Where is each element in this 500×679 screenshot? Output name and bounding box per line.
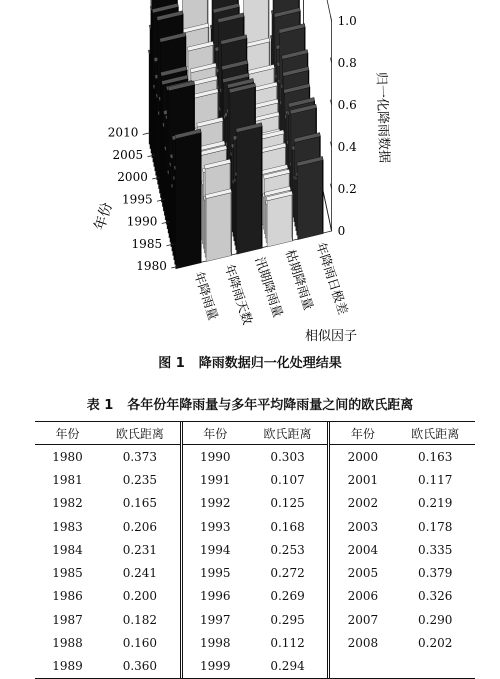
cell-year: 1996 xyxy=(199,589,231,604)
z-tick-label: 0.2 xyxy=(337,182,357,197)
header-distance: 欧氏距离 xyxy=(115,426,164,441)
table-row xyxy=(330,631,475,654)
table-row xyxy=(35,655,180,678)
cell-distance: 0.206 xyxy=(122,519,158,534)
table-column-group xyxy=(180,422,328,678)
table-row xyxy=(183,445,328,468)
bar-front xyxy=(206,193,232,262)
year-axis-title: 年份 xyxy=(91,200,116,233)
table-row xyxy=(35,561,180,584)
z-tick-label: 0 xyxy=(337,224,346,239)
table-row xyxy=(330,538,475,561)
year-tick-label: 1980 xyxy=(136,259,167,274)
header-distance: 欧氏距离 xyxy=(411,426,460,441)
cell-distance: 0.219 xyxy=(418,496,453,511)
table-row xyxy=(330,655,475,678)
z-tick-label: 1.0 xyxy=(337,14,357,29)
cell-distance: 0.360 xyxy=(122,659,158,674)
cell-year: 1992 xyxy=(199,496,231,511)
table-row xyxy=(330,585,475,608)
header-year: 年份 xyxy=(203,426,228,441)
year-tick-label: 2010 xyxy=(107,125,139,140)
table-row xyxy=(183,608,328,631)
chart-bars xyxy=(148,0,323,269)
factor-label: 年降雨天数 xyxy=(221,262,256,327)
cell-year: 2002 xyxy=(347,496,379,511)
cell-year: 1995 xyxy=(199,566,231,581)
cell-year: 1994 xyxy=(199,542,231,557)
table-caption-number: 表 1 xyxy=(86,398,114,413)
table-column-group xyxy=(35,422,180,678)
cell-year: 2005 xyxy=(347,566,379,581)
cell-year: 1998 xyxy=(199,636,231,651)
cell-distance: 0.202 xyxy=(418,636,453,651)
year-tick-label: 2005 xyxy=(112,147,144,162)
factor-label: 枯期降雨量 xyxy=(282,247,317,312)
figure-caption-text: 降雨数据归一化处理结果 xyxy=(198,356,342,371)
table-row xyxy=(35,492,180,515)
cell-distance: 0.112 xyxy=(270,636,305,651)
cell-distance: 0.295 xyxy=(270,612,305,627)
cell-distance: 0.117 xyxy=(418,472,453,487)
year-tick-label: 1985 xyxy=(131,236,163,251)
cell-year: 1983 xyxy=(52,519,83,534)
cell-year: 2000 xyxy=(347,449,379,464)
cell-distance: 0.165 xyxy=(122,496,158,511)
table-row xyxy=(183,631,328,654)
euclidean-distance-table xyxy=(35,421,475,679)
table-row xyxy=(183,515,328,538)
table-row xyxy=(330,515,475,538)
table-columns xyxy=(35,422,475,678)
cell-distance: 0.269 xyxy=(270,589,305,604)
table-row xyxy=(330,608,475,631)
cell-year: 1990 xyxy=(199,449,231,464)
cell-distance: 0.290 xyxy=(418,612,453,627)
cell-year: 1986 xyxy=(52,589,83,604)
table-row xyxy=(330,468,475,491)
table-column-group xyxy=(327,422,475,678)
table-header-row xyxy=(330,422,475,444)
bar-front xyxy=(298,160,324,240)
table-row xyxy=(183,538,328,561)
cell-distance: 0.178 xyxy=(418,519,453,534)
table-row xyxy=(35,608,180,631)
factor-label: 汛期降雨量 xyxy=(252,255,287,320)
table-row xyxy=(35,515,180,538)
factor-label: 年降雨日极差 xyxy=(313,240,351,317)
figure-caption xyxy=(0,352,500,371)
bar-side xyxy=(322,156,323,233)
cell-distance: 0.373 xyxy=(122,449,158,464)
cell-year: 2006 xyxy=(347,589,379,604)
cell-distance: 0.107 xyxy=(270,472,305,487)
year-tick-label: 2000 xyxy=(117,170,148,185)
bar-side xyxy=(231,189,232,256)
cell-year: 1982 xyxy=(52,496,83,511)
cell-distance: 0.272 xyxy=(270,566,305,581)
cell-distance: 0.231 xyxy=(122,542,158,557)
cell-distance: 0.168 xyxy=(270,519,305,534)
table-row xyxy=(35,468,180,491)
bar-front xyxy=(237,126,263,254)
cell-year: 1988 xyxy=(52,636,83,651)
cell-year: 1993 xyxy=(199,519,231,534)
table-caption xyxy=(0,394,500,413)
bar-side xyxy=(261,123,262,249)
cell-year: 1987 xyxy=(52,612,83,627)
figure-caption-number: 图 1 xyxy=(158,356,185,371)
bar-side xyxy=(292,191,293,241)
cell-distance: 0.379 xyxy=(418,566,453,581)
cell-year: 1991 xyxy=(199,472,231,487)
table-row xyxy=(183,655,328,678)
bar-front xyxy=(176,133,202,269)
cell-distance: 0.326 xyxy=(418,589,453,604)
header-distance: 欧氏距离 xyxy=(263,426,312,441)
cell-distance: 0.253 xyxy=(270,542,305,557)
cell-year: 2007 xyxy=(347,612,379,627)
cell-distance: 0.335 xyxy=(418,542,453,557)
cell-distance: 0.160 xyxy=(122,636,158,651)
table-row xyxy=(330,445,475,468)
year-tick-label: 1995 xyxy=(122,192,153,207)
cell-year: 2001 xyxy=(347,472,379,487)
cell-distance: 0.241 xyxy=(122,566,158,581)
factor-axis-title: 相似因子 xyxy=(305,329,358,344)
table-row xyxy=(183,492,328,515)
year-tick-label: 1990 xyxy=(126,214,158,229)
table-row xyxy=(330,561,475,584)
cell-distance: 0.125 xyxy=(270,496,305,511)
bar-side xyxy=(200,129,201,263)
cell-distance: 0.235 xyxy=(122,472,158,487)
table-row xyxy=(183,468,328,491)
z-tick-label: 0.8 xyxy=(337,56,357,71)
table-row xyxy=(183,585,328,608)
cell-distance: 0.182 xyxy=(122,612,158,627)
table-row xyxy=(35,631,180,654)
cell-year: 1989 xyxy=(52,659,83,674)
z-tick-label: 0.6 xyxy=(337,98,357,113)
table-row xyxy=(183,561,328,584)
cell-year: 1997 xyxy=(199,612,231,627)
header-year: 年份 xyxy=(55,426,80,441)
cell-year: 2008 xyxy=(347,636,379,651)
cell-year: 2004 xyxy=(347,542,379,557)
cell-year: 1999 xyxy=(199,659,231,674)
table-header-row xyxy=(35,422,180,444)
z-axis-title: 归一化降雨数据 xyxy=(373,71,392,164)
cell-year: 2003 xyxy=(347,519,379,534)
cell-distance: 0.200 xyxy=(122,589,158,604)
cell-distance: 0.163 xyxy=(418,449,453,464)
bar-front xyxy=(267,195,293,247)
cell-distance: 0.294 xyxy=(270,659,305,674)
z-tick-label: 0.4 xyxy=(337,140,357,155)
cell-year: 1985 xyxy=(52,566,83,581)
table-row xyxy=(330,492,475,515)
table-row xyxy=(35,538,180,561)
cell-year: 1981 xyxy=(52,472,83,487)
cell-distance: 0.303 xyxy=(270,449,305,464)
factor-label: 年降雨量 xyxy=(191,269,222,322)
cell-year: 1980 xyxy=(52,449,83,464)
table-header-row xyxy=(183,422,328,444)
header-year: 年份 xyxy=(350,426,375,441)
table-caption-text: 各年份年降雨量与多年平均降雨量之间的欧氏距离 xyxy=(127,398,414,413)
cell-year: 1984 xyxy=(52,542,83,557)
table-row xyxy=(35,445,180,468)
table-row xyxy=(35,585,180,608)
